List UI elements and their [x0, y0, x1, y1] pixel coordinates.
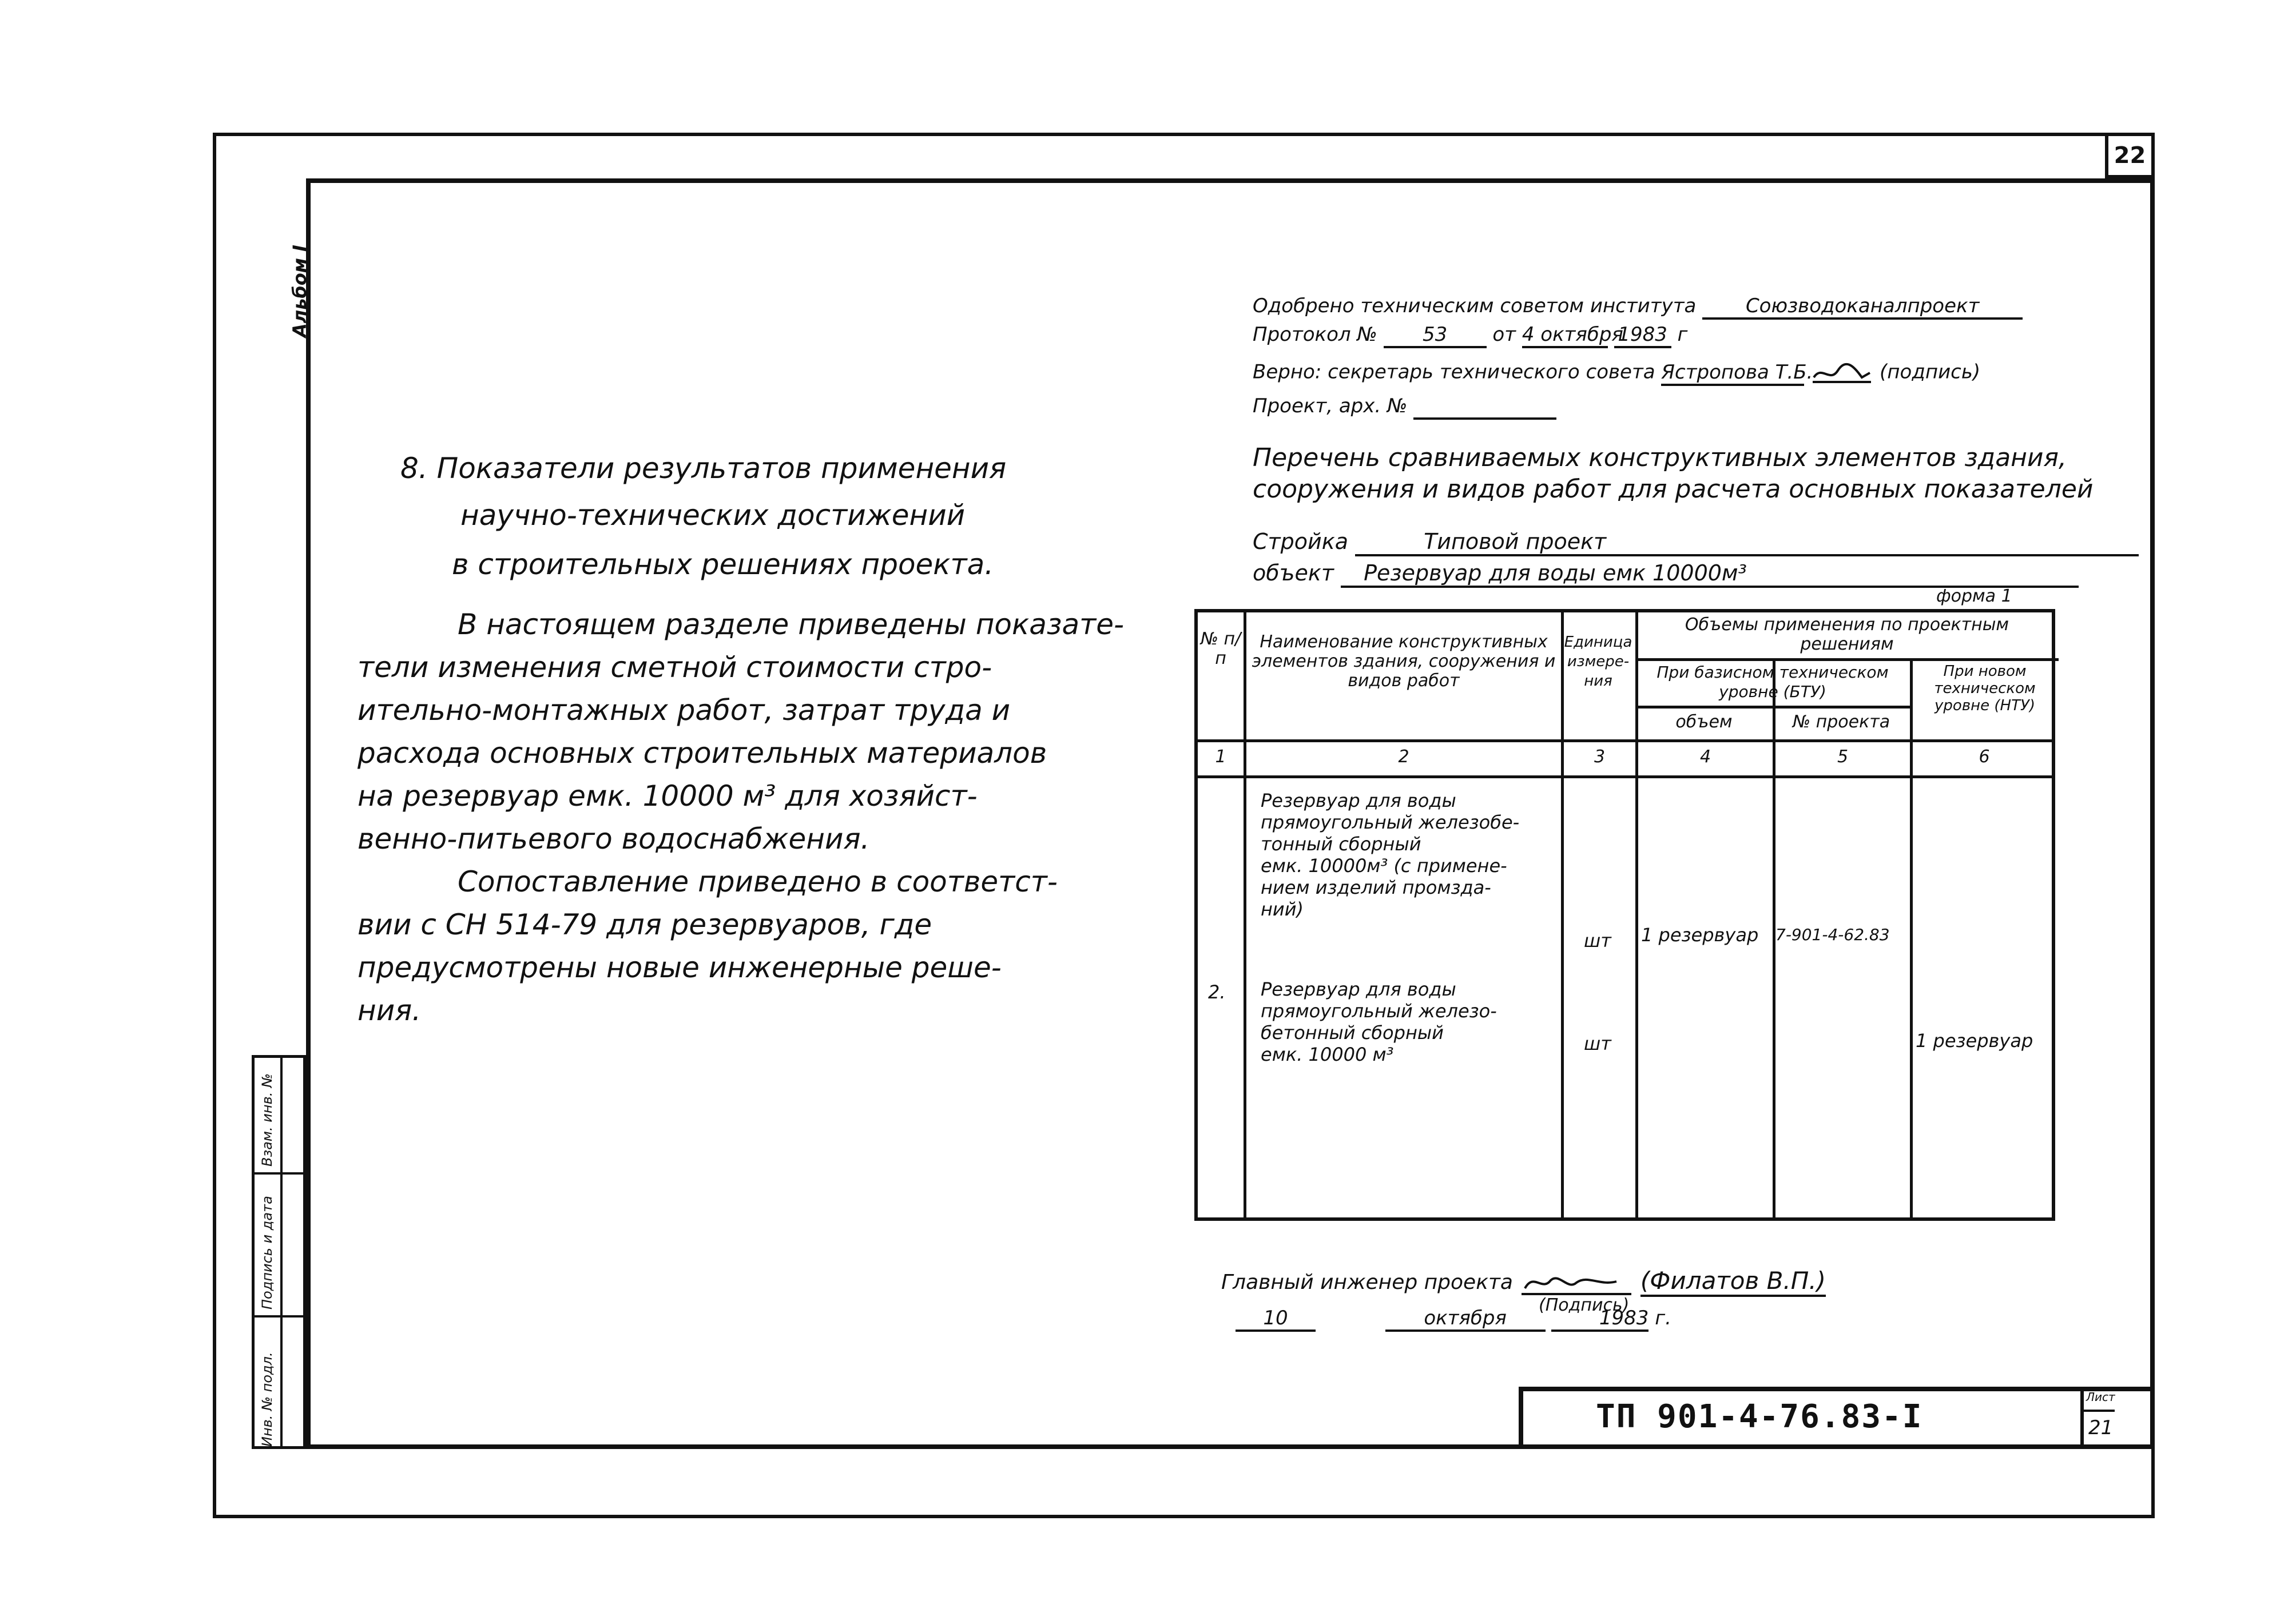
header-col-num: № п/п	[1200, 629, 1241, 668]
side-stamp	[252, 1055, 306, 1449]
header-col-name: Наименование конструктивных элементов здания, сооружения и видов работ	[1252, 632, 1556, 691]
comparison-table	[1194, 609, 2055, 1221]
col-number: 6	[1979, 747, 1990, 767]
header-col-project: № проекта	[1792, 712, 1890, 732]
col-number: 2	[1398, 747, 1409, 767]
table-row-2-unit: шт	[1584, 1033, 1611, 1054]
approval-line-3	[1253, 360, 1980, 386]
row-name-line: емк. 10000 м³	[1261, 1044, 1394, 1065]
row-name-line: Резервуар для воды	[1261, 978, 1456, 1000]
header-group: Объемы применения по проектным решениям	[1685, 615, 2009, 654]
body-line: на резервуар емк. 10000 м³ для хозяйст-	[357, 779, 978, 813]
form-label: форма 1	[1936, 586, 2012, 606]
body-line: Сопоставление приведено в соответст-	[458, 865, 1058, 898]
table-row-2-name	[1261, 978, 1497, 1065]
protocol-label: Протокол №	[1253, 323, 1377, 346]
approval-label: Одобрено техническим советом института	[1253, 294, 1697, 317]
approval-line-2	[1253, 323, 1687, 348]
row-name-line: тонный сборный	[1261, 833, 1421, 855]
header-col-new: При новом техническом уровне (НТУ)	[1934, 663, 2036, 714]
row-name-line: ний)	[1261, 898, 1304, 920]
header-col-unit: Единица измере-ния	[1564, 634, 1632, 690]
body-line: тели изменения сметной стоимости стро-	[357, 651, 992, 684]
approval-line-4	[1253, 395, 1556, 420]
signoff-year-suffix: г.	[1655, 1307, 1671, 1330]
object-label: объект	[1253, 560, 1334, 586]
approval-line-1	[1253, 294, 2023, 320]
body-line: ительно-монтажных работ, затрат труда и	[357, 694, 1011, 727]
row-name-line: прямоугольный железобе-	[1261, 811, 1520, 833]
list-title-line-1: Перечень сравниваемых конструктивных элементов здания,	[1253, 443, 2067, 472]
table-row-1-name	[1261, 790, 1519, 920]
section-heading-line-3: в строительных решениях проекта.	[452, 548, 994, 581]
row-name-line: емк. 10000м³ (с примене-	[1261, 855, 1507, 877]
side-stamp-cell-replace: Взам. инв. №	[259, 1073, 275, 1167]
body-line: венно-питьевого водоснабжения.	[357, 822, 870, 855]
signoff-caption: (Подпись)	[1539, 1295, 1630, 1315]
section-heading-line-1: 8. Показатели результатов применения	[400, 452, 1007, 485]
body-line: предусмотрены новые инженерные реше-	[357, 951, 1002, 984]
drawing-code: ТП 901-4-76.83-I	[1596, 1398, 1923, 1435]
table-row-2-new: 1 резервуар	[1916, 1030, 2033, 1052]
section-body	[357, 603, 1141, 1032]
chief-engineer-label: Главный инженер проекта	[1221, 1271, 1513, 1294]
body-line: ния.	[357, 994, 422, 1027]
protocol-year-suffix: г	[1677, 323, 1688, 346]
table-row-1-project: 7-901-4-62.83	[1775, 925, 1890, 944]
header-sub-base: При базисном техническом уровне (БТУ)	[1657, 663, 1889, 701]
signoff-year: 1983	[1551, 1307, 1649, 1332]
page-number: 22	[2105, 133, 2155, 178]
signoff-date-line	[1236, 1307, 1671, 1332]
row-name-line: бетонный сборный	[1261, 1022, 1444, 1044]
sheet-box	[2080, 1387, 2115, 1449]
signature-caption: (подпись)	[1880, 360, 1981, 384]
table-row-1-volume: 1 резервуар	[1641, 924, 1759, 946]
institute-name: Союзводоканалпроект	[1702, 294, 2023, 320]
section-heading-line-2: научно-технических достижений	[460, 499, 966, 532]
signoff-month: октября	[1385, 1307, 1546, 1332]
table-row-1-unit: шт	[1584, 930, 1611, 952]
row-name-line: нием изделий промзда-	[1261, 877, 1491, 898]
protocol-from: от	[1492, 323, 1516, 346]
table-row-2-num: 2.	[1208, 981, 1226, 1003]
chief-engineer-signature-icon	[1519, 1269, 1634, 1297]
stroika-label: Стройка	[1253, 529, 1348, 554]
side-stamp-cell-signature: Подпись и дата	[259, 1196, 275, 1309]
col-number: 3	[1594, 747, 1606, 767]
body-line: В настоящем разделе приведены показате-	[458, 608, 1125, 641]
signoff-day: 10	[1236, 1307, 1316, 1332]
protocol-date: 4 октября	[1522, 323, 1608, 348]
stroika-value: Типовой проект	[1355, 529, 2139, 556]
sheet-label: Лист	[2086, 1390, 2115, 1404]
secretary-signature-icon	[1810, 360, 1873, 385]
col-number: 4	[1699, 747, 1711, 767]
secretary-name: Ястропова Т.Б.	[1661, 361, 1804, 386]
secretary-label: Верно: секретарь технического совета	[1253, 360, 1655, 384]
row-name-line: Резервуар для воды	[1261, 790, 1456, 811]
protocol-year: 1983	[1614, 323, 1671, 348]
col-number: 5	[1837, 747, 1849, 767]
col-number: 1	[1215, 747, 1226, 767]
protocol-number: 53	[1384, 323, 1487, 348]
object-line	[1253, 560, 2079, 588]
body-line: расхода основных строительных материалов	[357, 737, 1047, 770]
sheet-number: 21	[2088, 1416, 2114, 1439]
chief-engineer-name: (Филатов В.П.)	[1640, 1267, 1826, 1297]
signoff-line	[1221, 1267, 1826, 1297]
side-label: Альбом I	[289, 245, 311, 337]
stroika-line	[1253, 529, 2139, 556]
row-name-line: прямоугольный железо-	[1261, 1000, 1497, 1022]
side-stamp-cell-inv: Инв. № подл.	[259, 1352, 275, 1447]
list-title-line-2: сооружения и видов работ для расчета основных показателей	[1253, 475, 2094, 504]
body-line: вии с СН 514-79 для резервуаров, где	[357, 908, 932, 941]
object-value: Резервуар для воды емк 10000м³	[1341, 560, 2079, 588]
header-col-volume: объем	[1675, 712, 1733, 732]
project-archive-label: Проект, арх. №	[1253, 395, 1408, 417]
